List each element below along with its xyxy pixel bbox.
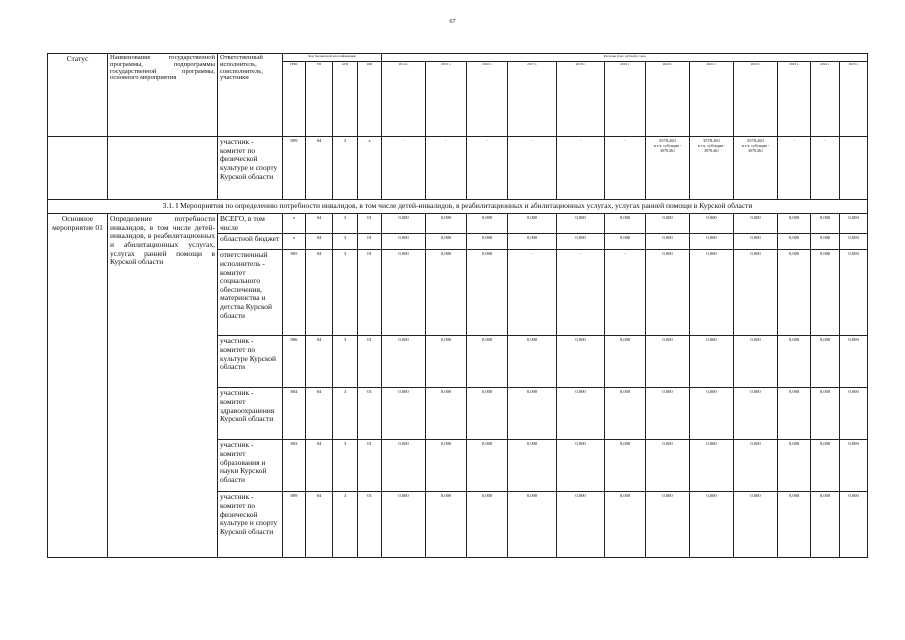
code-cell: 01	[358, 440, 382, 492]
code-cell: 01	[358, 234, 382, 250]
value-text: -	[445, 138, 447, 143]
value-cell: 0,000	[840, 250, 868, 336]
responsible-cell: областной бюджет	[218, 234, 283, 250]
responsible-cell: участник - комитет по физической культуре и спорту Курской области	[218, 137, 283, 200]
status-cell	[48, 137, 108, 200]
header-code-col: ГП	[306, 62, 333, 137]
value-cell: 0,000	[690, 388, 734, 440]
section-title: 3.1. I Мероприятия по определению потребности инвалидов, в том числе детей-инвалидов, в реабилитационных и абилитационных услугах, услугах ранней помощи в Курской области	[48, 200, 868, 214]
code-cell: 3	[333, 234, 358, 250]
code-cell: 3	[333, 388, 358, 440]
value-cell: 0,000	[557, 388, 605, 440]
value-cell: 0,000	[734, 234, 778, 250]
code-cell: 04	[306, 388, 333, 440]
value-cell: 0,000	[840, 388, 868, 440]
value-cell: 0,000	[508, 234, 557, 250]
value-cell: 0,000	[557, 440, 605, 492]
header-year: 2017 г.	[508, 62, 557, 137]
value-cell: 0,000	[840, 440, 868, 492]
value-text: -	[486, 138, 488, 143]
value-cell	[508, 137, 557, 200]
responsible-cell: участник - комитет образования и науки Курской области	[218, 440, 283, 492]
value-cell: 0,000	[734, 492, 778, 558]
header-year: 2024 г.	[811, 62, 840, 137]
header-year: 2020 г.	[646, 62, 690, 137]
value-cell: 0,000	[778, 336, 811, 388]
value-cell: 0,000	[811, 388, 840, 440]
value-text: -	[824, 138, 826, 143]
code-cell: х	[283, 214, 306, 234]
value-cell: 0,000	[382, 492, 426, 558]
value-cell: 0,000	[840, 492, 868, 558]
code-cell: 809	[283, 492, 306, 558]
value-cell: 0,000	[467, 388, 508, 440]
responsible-cell: ответственный исполнитель - комитет социального обеспечения, материнства и детства Курской области	[218, 250, 283, 336]
code-cell: 01	[358, 492, 382, 558]
value-cell: 0,000	[811, 234, 840, 250]
value-cell: 0,000	[646, 234, 690, 250]
header-responsible: Ответственный исполнитель, соисполнитель, участники	[218, 54, 283, 137]
value-cell: 0,000	[811, 440, 840, 492]
value-cell: 0,000	[605, 336, 646, 388]
value-cell: 0,000	[426, 234, 467, 250]
value-cell: 0,000	[646, 250, 690, 336]
value-cell: 0,000	[605, 214, 646, 234]
value-cell: 0,000	[508, 492, 557, 558]
value-cell: 0,000	[778, 214, 811, 234]
header-code-col: ГРБС	[283, 62, 306, 137]
header-name: Наименование государственной программы, подпрограммы государственной программы, основного мероприятия	[108, 54, 218, 137]
value-cell: 0,000	[646, 492, 690, 558]
responsible-cell: участник - комитет по физической культуре и спорту Курской области	[218, 492, 283, 558]
value-cell: 0,000	[508, 214, 557, 234]
value-cell: 0,000	[734, 214, 778, 234]
event-status: Основное мероприятие 01	[48, 214, 108, 558]
header-year: 2023 г.	[778, 62, 811, 137]
code-cell: 04	[306, 336, 333, 388]
value-cell: 0,000	[382, 440, 426, 492]
header-code-col: пГП	[333, 62, 358, 137]
value-cell	[690, 137, 734, 200]
value-text: -	[579, 138, 582, 143]
value-cell: 0,000	[426, 440, 467, 492]
value-cell: 0,000	[840, 336, 868, 388]
header-year: 2019 г.	[605, 62, 646, 137]
code-cell: 3	[333, 492, 358, 558]
value-cell	[605, 137, 646, 200]
table-row	[48, 137, 868, 200]
code-cell: 01	[358, 336, 382, 388]
value-text: -	[793, 138, 795, 143]
header-year: 2022 г.	[734, 62, 778, 137]
value-cell: 0,000	[382, 234, 426, 250]
value-cell: 0,000	[778, 492, 811, 558]
code-cell: 01	[358, 388, 382, 440]
value-cell: 0,000	[734, 388, 778, 440]
header-status: Статус	[48, 54, 108, 137]
value-cell: 0,000	[467, 440, 508, 492]
value-text: 3578,461	[746, 138, 765, 143]
value-cell	[557, 137, 605, 200]
value-cell: 0,000	[508, 388, 557, 440]
value-cell: 0,000	[811, 214, 840, 234]
value-cell: 0,000	[646, 336, 690, 388]
value-cell: 0,000	[690, 250, 734, 336]
subsidy-note: в т.ч. субсидия - 3078,461	[653, 143, 682, 154]
code-cell: х	[358, 137, 382, 200]
code-cell: 01	[358, 250, 382, 336]
page-number: 67	[449, 19, 456, 25]
header-expenses: Расходы (тыс. рублей), годы	[382, 54, 868, 62]
value-cell: -	[557, 250, 605, 336]
value-cell: 0,000	[467, 234, 508, 250]
value-cell: 0,000	[811, 492, 840, 558]
value-cell: 0,000	[508, 336, 557, 388]
value-cell: 0,000	[467, 250, 508, 336]
value-cell	[382, 137, 426, 200]
value-cell: 0,000	[690, 440, 734, 492]
code-cell: 04	[306, 250, 333, 336]
value-cell: 0,000	[840, 234, 868, 250]
value-cell: 0,000	[778, 250, 811, 336]
value-cell: 0,000	[690, 234, 734, 250]
value-cell	[734, 137, 778, 200]
code-cell: 01	[358, 214, 382, 234]
responsible-cell: участник - комитет здравоохранения Курской области	[218, 388, 283, 440]
value-cell: 0,000	[811, 250, 840, 336]
value-cell: 0,000	[734, 440, 778, 492]
value-cell: 0,000	[557, 234, 605, 250]
value-cell: 0,000	[382, 214, 426, 234]
value-cell: 0,000	[557, 214, 605, 234]
subsidy-note: в т.ч. субсидия - 3078,461	[697, 143, 726, 154]
code-cell: 04	[306, 214, 333, 234]
value-cell: 0,000	[382, 388, 426, 440]
value-cell: 0,000	[467, 492, 508, 558]
value-cell: -	[605, 250, 646, 336]
value-cell: 0,000	[382, 336, 426, 388]
value-cell: 0,000	[778, 388, 811, 440]
code-cell: 803	[283, 440, 306, 492]
header-year: 2021 г.	[690, 62, 734, 137]
value-cell: 0,000	[778, 440, 811, 492]
value-text: -	[402, 138, 405, 143]
value-cell: 0,000	[426, 250, 467, 336]
code-cell: 04	[306, 137, 333, 200]
header-year: 2016 г.	[467, 62, 508, 137]
header-year: 2015 г.	[426, 62, 467, 137]
value-cell: 0,000	[382, 250, 426, 336]
value-cell: 0,000	[557, 492, 605, 558]
code-cell: х	[283, 234, 306, 250]
code-cell: 04	[306, 492, 333, 558]
value-text: -	[531, 138, 533, 143]
value-cell: 0,000	[690, 214, 734, 234]
value-cell: 0,000	[811, 336, 840, 388]
header-year: 2014 г.	[382, 62, 426, 137]
code-cell: 04	[306, 440, 333, 492]
value-cell: 0,000	[467, 214, 508, 234]
header-budget-codes: Код бюджетной классификации	[283, 54, 382, 62]
value-cell	[778, 137, 811, 200]
responsible-cell: ВСЕГО, в том числе	[218, 214, 283, 234]
header-year: 2018 г.	[557, 62, 605, 137]
value-cell	[811, 137, 840, 200]
value-cell: 0,000	[605, 440, 646, 492]
code-cell: 3	[333, 137, 358, 200]
code-cell: 3	[333, 440, 358, 492]
code-cell: 804	[283, 388, 306, 440]
value-cell: 0,000	[734, 336, 778, 388]
value-cell: 0,000	[646, 440, 690, 492]
value-cell	[840, 137, 868, 200]
name-cell	[108, 137, 218, 200]
code-cell: 805	[283, 250, 306, 336]
event-name: Определение потребности инвалидов, в том числе детей-инвалидов, в реабилитационных и абилитационных услугах, услугах ранней помощи в Курской области	[108, 214, 218, 558]
code-cell: 806	[283, 336, 306, 388]
header-year: 2025 г.	[840, 62, 868, 137]
responsible-cell: участник - комитет по культуре Курской области	[218, 336, 283, 388]
value-cell: 0,000	[734, 250, 778, 336]
value-cell: 0,000	[467, 336, 508, 388]
value-cell: 0,000	[646, 214, 690, 234]
header-code-col: ОМ	[358, 62, 382, 137]
value-cell: 0,000	[508, 440, 557, 492]
value-cell	[646, 137, 690, 200]
value-cell: 0,000	[778, 234, 811, 250]
value-cell: 0,000	[557, 336, 605, 388]
value-cell: 0,000	[840, 214, 868, 234]
table-row	[48, 214, 868, 234]
value-cell: 0,000	[690, 492, 734, 558]
value-cell: 0,000	[646, 388, 690, 440]
value-cell: -	[508, 250, 557, 336]
value-cell	[426, 137, 467, 200]
value-text: 3578,461	[658, 138, 677, 143]
value-text: -	[624, 138, 626, 143]
value-cell: 0,000	[426, 492, 467, 558]
value-cell	[467, 137, 508, 200]
budget-table	[47, 53, 868, 558]
code-cell: 3	[333, 336, 358, 388]
code-cell: 809	[283, 137, 306, 200]
value-cell: 0,000	[605, 234, 646, 250]
value-text: 3578,461	[702, 138, 721, 143]
code-cell: 3	[333, 250, 358, 336]
value-cell: 0,000	[426, 214, 467, 234]
value-cell: 0,000	[605, 388, 646, 440]
value-cell: 0,000	[426, 388, 467, 440]
value-cell: 0,000	[690, 336, 734, 388]
value-cell: 0,000	[426, 336, 467, 388]
code-cell: 04	[306, 234, 333, 250]
code-cell: 3	[333, 214, 358, 234]
value-cell: 0,000	[605, 492, 646, 558]
subsidy-note: в т.ч. субсидия - 3078,461	[741, 143, 770, 154]
